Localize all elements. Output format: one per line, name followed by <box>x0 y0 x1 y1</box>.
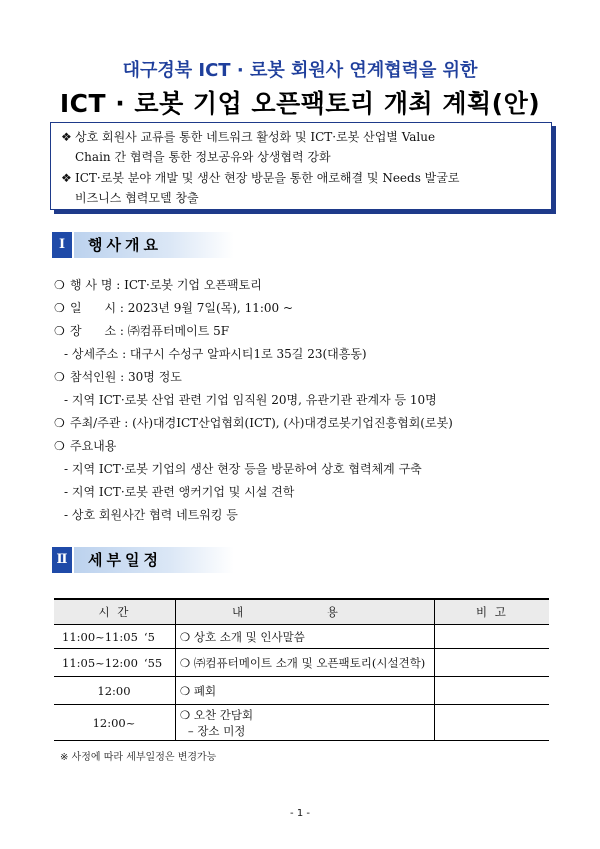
overview-content <box>54 437 116 454</box>
key: 일 시 : <box>70 301 124 315</box>
summary-line-2: Chain 간 협력을 통한 정보공유와 상생협력 강화 <box>75 150 331 164</box>
cell-time: 12:00~ <box>54 705 175 741</box>
value: 상세주소 : 대구시 수성구 알파시티1로 35길 23(대흥동) <box>71 347 367 361</box>
overview-content-1 <box>64 460 422 477</box>
page-number: - 1 - <box>290 808 310 819</box>
key: 장 소 : <box>70 324 124 338</box>
summary-line-3 <box>61 168 459 189</box>
overview-name <box>54 276 262 293</box>
header-note: 비 고 <box>434 599 549 625</box>
key: 행 사 명 : <box>70 278 121 292</box>
section-number: Ⅱ <box>52 547 72 573</box>
cell-note <box>434 625 549 649</box>
cell-note <box>434 649 549 677</box>
overview-host <box>54 414 453 431</box>
cell-content: ❍ 폐회 <box>175 677 434 705</box>
value: 2023년 9월 7일(목), 11:00 ~ <box>127 301 294 315</box>
header-time: 시 간 <box>54 599 175 625</box>
value: 참석인원 : 30명 정도 <box>70 370 182 384</box>
value: 지역 ICT·로봇 기업의 생산 현장 등을 방문하여 상호 협력체계 구축 <box>71 462 422 476</box>
dash: - <box>64 393 69 407</box>
header-content: 내 용 <box>175 599 434 625</box>
dash: - <box>64 485 69 499</box>
overview-address <box>64 345 367 362</box>
summary-line-4: 비즈니스 협력모델 창출 <box>75 191 199 205</box>
ring-bullet-icon: ❍ <box>54 439 65 453</box>
schedule-table <box>54 598 549 741</box>
diamond-bullet-icon: ❖ <box>61 171 72 185</box>
cell-content: ❍ ㈜컴퓨터메이트 소개 및 오픈팩토리(시설견학) <box>175 649 434 677</box>
table-row <box>54 649 549 677</box>
section-label: 세부일정 <box>88 551 162 569</box>
overview-attendance <box>54 368 182 385</box>
schedule-header-row <box>54 599 549 625</box>
overview-content-2 <box>64 483 294 500</box>
dash: - <box>64 347 69 361</box>
value: 지역 ICT·로봇 산업 관련 기업 임직원 20명, 유관기관 관계자 등 10명 <box>71 393 437 407</box>
section-number: Ⅰ <box>52 232 72 258</box>
cell-duration: ‘5 <box>143 629 155 644</box>
ring-bullet-icon: ❍ <box>54 301 65 315</box>
table-row <box>54 705 549 741</box>
overview-content-3 <box>64 506 238 523</box>
ring-bullet-icon: ❍ <box>54 416 65 430</box>
schedule-footnote: ※ 사정에 따라 세부일정은 변경가능 <box>60 752 217 763</box>
overview-date <box>54 299 293 316</box>
cell-time: 12:00 <box>54 677 175 705</box>
cell-time: 11:05~12:00 ‘55 <box>54 649 175 677</box>
value: 상호 회원사간 협력 네트워킹 등 <box>71 508 238 522</box>
value: 지역 ICT·로봇 관련 앵커기업 및 시설 견학 <box>71 485 295 499</box>
cell-content: ❍ 상호 소개 및 인사말씀 <box>175 625 434 649</box>
overview-attendance-detail <box>64 391 437 408</box>
ring-bullet-icon: ❍ <box>54 278 65 292</box>
summary-box <box>50 122 552 210</box>
section-label: 행사개요 <box>88 236 162 254</box>
table-row <box>54 677 549 705</box>
ring-bullet-icon: ❍ <box>54 370 65 384</box>
summary-line-1 <box>61 127 435 148</box>
content-line: ❍ 오찬 간담회 <box>179 707 254 722</box>
diamond-bullet-icon: ❖ <box>61 130 72 144</box>
summary-text: 상호 회원사 교류를 통한 네트워크 활성화 및 ICT·로봇 산업별 Value <box>75 130 436 144</box>
dash: - <box>64 462 69 476</box>
document-title: ICT · 로봇 기업 오픈팩토리 개최 계획(안) <box>59 89 541 118</box>
content-line: – 장소 미정 <box>187 723 246 738</box>
value: ㈜컴퓨터메이트 5F <box>127 324 230 338</box>
ring-bullet-icon: ❍ <box>54 324 65 338</box>
value: ICT·로봇 기업 오픈팩토리 <box>124 278 262 292</box>
cell-duration: ‘55 <box>143 655 163 670</box>
summary-text: ICT·로봇 분야 개발 및 생산 현장 방문을 통한 애로해결 및 Needs 발굴로 <box>75 171 460 185</box>
cell-note <box>434 705 549 741</box>
cell-time: 11:00~11:05 ‘5 <box>54 625 175 649</box>
document-subtitle: 대구경북 ICT · 로봇 회원사 연계협력을 위한 <box>122 60 478 81</box>
value: 주요내용 <box>70 439 117 453</box>
overview-place <box>54 322 229 339</box>
cell-note <box>434 677 549 705</box>
dash: - <box>64 508 69 522</box>
table-row <box>54 625 549 649</box>
value: 주최/주관 : (사)대경ICT산업협회(ICT), (사)대경로봇기업진흥협회(로봇) <box>70 416 453 430</box>
cell-content <box>175 705 434 741</box>
